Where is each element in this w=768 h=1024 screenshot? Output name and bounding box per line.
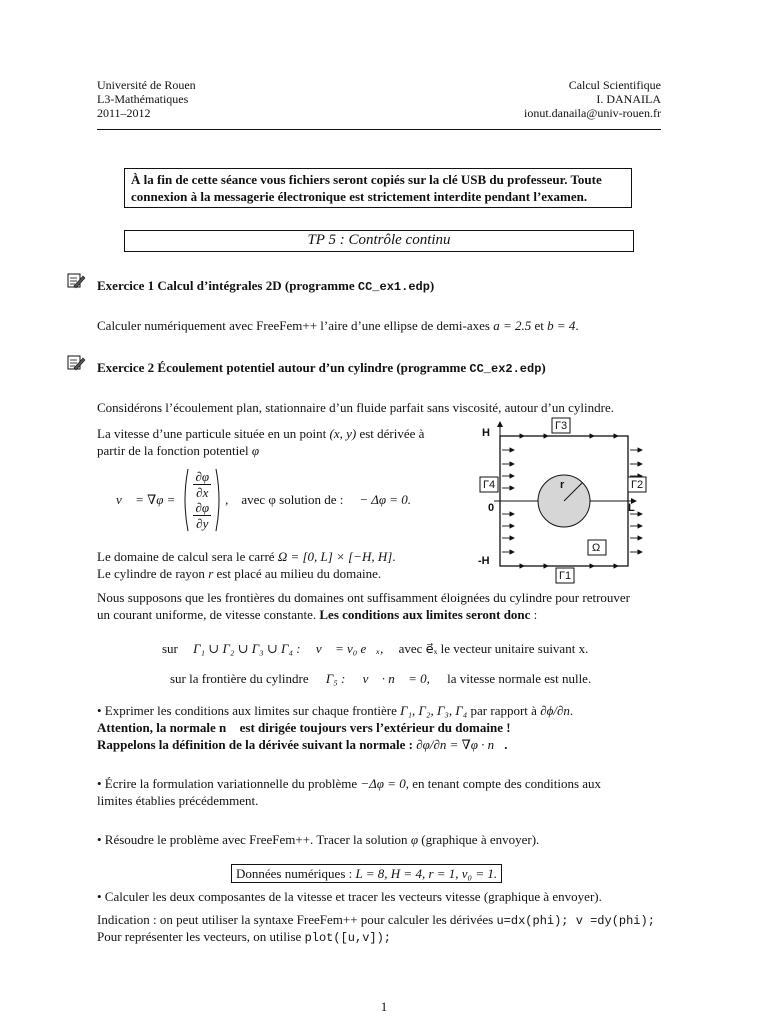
bullet-2-line-2: limites établies précédemment. [97,793,259,808]
label-r: r [560,479,565,491]
rap-a: Rappelons la définition de la dérivée suivant la normale : [97,737,417,752]
notice-line-1: À la fin de cette séance vous fichiers seront copiés sur la clé USB du professeur. Toute [131,172,602,187]
bc2-d: la vitesse normale est nulle. [447,671,592,686]
bc1-c: v⃗ = v₀ e⃗ₓ, [315,641,384,656]
ex2-title-suffix: ) [541,360,546,375]
p5-b: Les conditions aux limites seront donc [319,607,531,622]
bc1-b: Γ₁ ∪ Γ₂ ∪ Γ₃ ∪ Γ₄ : [193,641,301,656]
label-gamma4: Γ4 [483,479,496,491]
b3-a: • Résoudre le problème avec FreeFem++. Tracer la solution [97,832,411,847]
frac-dx-num: ∂φ [195,469,210,484]
bc1-a: sur [162,641,178,656]
b2-c: , en tenant compte des conditions aux [405,776,602,791]
p3-omega: Ω = [0, L] × [−H, H] [277,549,393,564]
b2-eq: −Δφ = 0 [360,776,406,791]
bullet-4: • Calculer les deux composantes de la vitesse et tracer les vecteurs vitesse (graphique à envoyer). [97,889,602,904]
num-values: L = 8, H = 4, r = 1, v₀ = 1. [355,866,498,881]
ex2-paragraph-5-line-1: Nous supposons que les frontières du domaines ont suffisamment éloignées du cylindre pour retrouver [97,590,631,605]
ex2-paragraph-3 [97,548,396,565]
label-zero: 0 [488,502,495,514]
header-rule [97,129,661,130]
eq-mid: , avec φ solution de : [225,492,344,507]
frac-dy [193,500,211,531]
rap-b: ∂φ/∂n = ∇φ · n⃗ [416,737,505,752]
course: Calcul Scientifique [568,78,661,92]
paren-right [215,468,223,532]
attention-line: Attention, la normale n⃗ est dirigée toujours vers l’extérieur du domaine ! [97,720,511,735]
label-gamma2: Γ2 [631,479,644,491]
ex2-filename: CC_ex2.edp [469,362,542,376]
b1-c: . [569,703,574,718]
bullet-1 [97,702,573,719]
eq-rhs: − Δφ = 0. [359,492,412,507]
vec-code: plot([u,v]); [304,931,391,945]
p2-c: partir de la fonction potentiel [97,443,252,458]
frac-dy-den: ∂y [196,516,209,531]
boundary-condition-2 [170,670,591,687]
ex2-paragraph-4 [97,565,381,582]
label-gamma3: Γ3 [555,420,568,432]
frac-dx-den: ∂x [196,485,209,500]
label-omega: Ω [592,542,601,554]
b1-derivative: ∂ϕ/∂n [540,703,570,718]
p2-b: est dérivée à [356,426,425,441]
b3-phi: φ [410,832,419,847]
university: Université de Rouen [97,78,196,92]
pencil-icon [66,272,86,290]
exercise-1-title [97,277,434,296]
p3-a: Le domaine de calcul sera le carré [97,549,278,564]
ex1-text: Calculer numériquement avec FreeFem++ l’aire d’une ellipse de demi-axes [97,318,494,333]
ex1-b: b = 4 [547,318,576,333]
bc2-c: v⃗ · n⃗ = 0, [362,671,430,686]
p4-a: Le cylindre de rayon [97,566,209,581]
numerical-data-box [231,864,502,883]
ex1-filename: CC_ex1.edp [357,280,430,294]
ex1-title-text: Exercice 1 Calcul d’intégrales 2D (programme [97,278,358,293]
bullet-2-line-1 [97,775,601,792]
ex2-paragraph-1: Considérons l’écoulement plan, stationnaire d’un fluide parfait sans viscosité, autour d’un cylindre. [97,400,614,415]
rap-c: . [504,737,508,752]
notice-box [124,168,632,208]
frac-dy-num: ∂φ [195,500,210,515]
year: 2011–2012 [97,106,151,120]
p5-c: : [530,607,538,622]
p4-b: est placé au milieu du domaine. [213,566,382,581]
page-number: 1 [380,999,388,1014]
gradient-equation [116,467,411,533]
p5-a: un courant uniforme, de vitesse constante. [97,607,320,622]
bc2-b: Γ₅ : [325,671,346,686]
paren-left [181,468,189,532]
ex2-paragraph-2-line-1 [97,425,424,442]
vec-text: Pour représenter les vecteurs, on utilise [97,929,305,944]
ex2-title-text: Exercice 2 Écoulement potentiel autour d’un cylindre (programme [97,360,470,375]
ex1-end: . [575,318,579,333]
p4-r: r [208,566,214,581]
vectors-line [97,928,391,947]
author: I. DANAILA [596,92,661,106]
label-L: L [628,502,635,514]
b1-a: • Exprimer les conditions aux limites sur chaque frontière [97,703,401,718]
ind-text: Indication : on peut utiliser la syntaxe FreeFem++ pour calculer les dérivées [97,912,497,927]
p2-a: La vitesse d’une particule située en un point [97,426,330,441]
ex2-paragraph-5-line-2 [97,606,537,623]
b3-c: (graphique à envoyer). [418,832,540,847]
boundary-condition-1 [162,640,588,657]
label-H: H [482,427,490,439]
label-minus-H: -H [478,555,490,567]
header-right [524,78,661,120]
ex2-paragraph-2-line-2 [97,442,259,459]
b1-b: par rapport à [467,703,541,718]
program: L3-Mathématiques [97,92,189,106]
notice-line-2: connexion à la messagerie électronique est strictement interdite pendant l’examen. [131,189,588,204]
p2-xy: (x, y) [329,426,357,441]
p3-end: . [392,549,396,564]
bc2-a: sur la frontière du cylindre [170,671,309,686]
domain-figure [476,414,656,586]
pencil-icon [66,354,86,372]
bc1-d: avec e⃗ₓ le vecteur unitaire suivant x. [398,641,589,656]
label-gamma1: Γ1 [559,570,572,582]
gradient-vector [193,469,211,531]
tp-title: TP 5 : Contrôle continu [124,230,634,252]
num-label: Données numériques : [236,866,356,881]
exercise-1-text [97,317,579,334]
email: ionut.danaila@univ-rouen.fr [523,106,661,120]
ind-code: u=dx(phi); v =dy(phi); [496,914,655,928]
b2-a: • Écrire la formulation variationnelle du problème [97,776,361,791]
frac-dx [193,469,211,500]
exercise-2-title [97,359,546,378]
bullet-3 [97,831,539,848]
b1-gammas: Γ₁, Γ₂, Γ₃, Γ₄ [400,703,468,718]
header-left [97,78,196,120]
normal-derivative-line [97,736,508,753]
p2-phi: φ [251,443,260,458]
ex1-a: a = 2.5 [493,318,532,333]
ex1-and: et [531,318,548,333]
eq-lhs: v⃗ = ∇φ = [116,492,176,507]
ex1-title-suffix: ) [429,278,435,293]
